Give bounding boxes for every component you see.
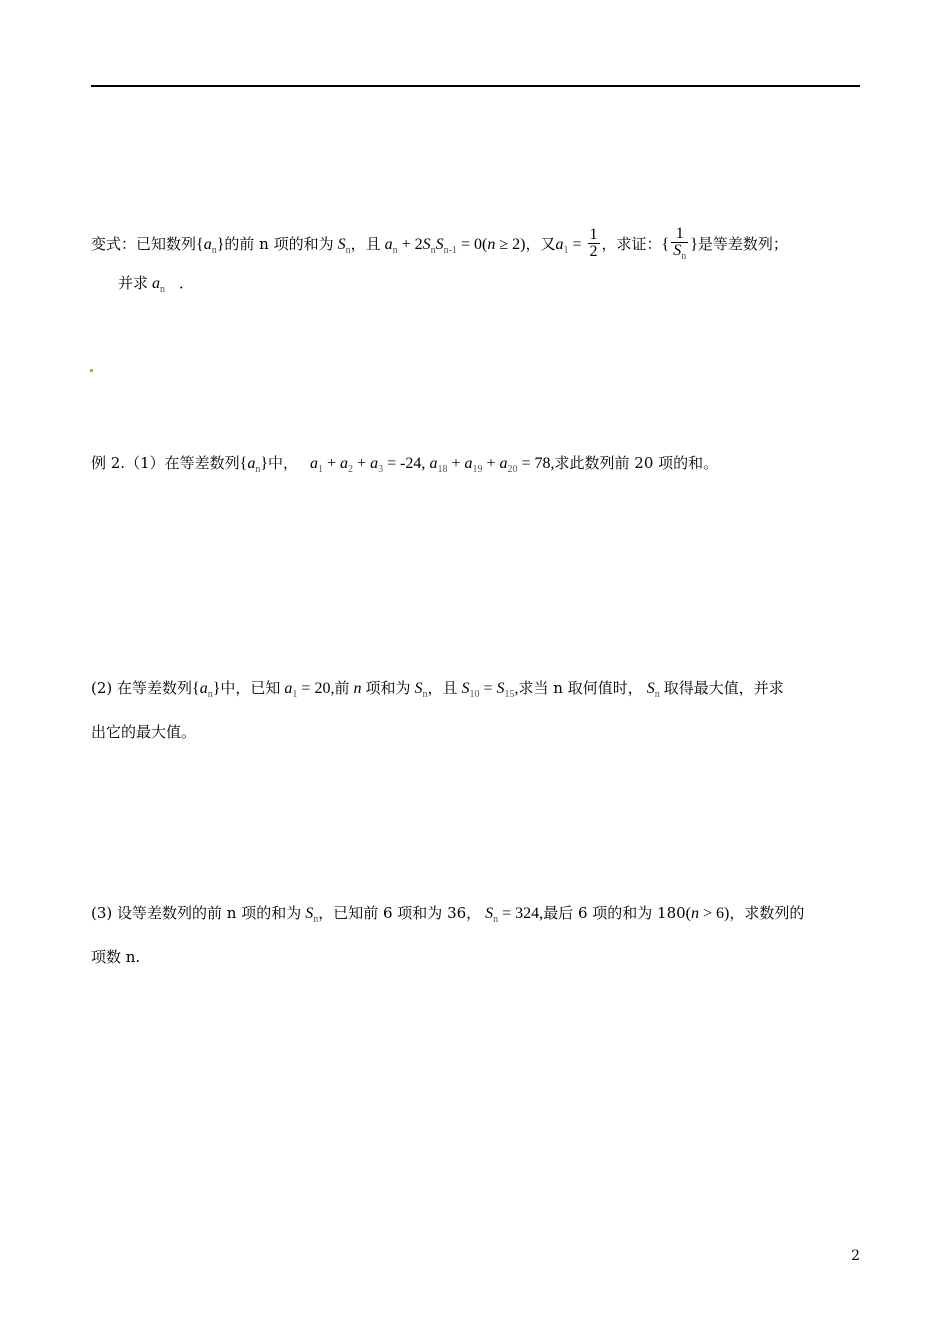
math-a1-20: $a_1 = 20$, bbox=[284, 680, 335, 700]
variant-label: 变式：已知数列 bbox=[91, 235, 197, 254]
ex2-part1-line: 例 2.（1）在等差数列$\{a_n\}$中， $a_1 + a_2 + a_3 = -24$, $a_{18} + a_{19} + a_{20} = 78$,求此数列前 20 项的和。 bbox=[91, 454, 719, 475]
variant-line-2: 并求 $a_n$ ． bbox=[118, 274, 195, 295]
ex2-part2-line-2: 出它的最大值。 bbox=[91, 723, 197, 741]
math-Sn-324: $S_n = 324$, bbox=[485, 905, 544, 925]
ex2-part2-line-1: (2) 在等差数列$\{a_n\}$中，已知 $a_1 = 20$,前 n 项和为 $S_n$，且 $S_{10} = S_{15}$,求当 n 取何值时， $S_n$ 取得最大值，并求 bbox=[91, 679, 784, 700]
math-set-an: $\{a_n\}$ bbox=[192, 680, 221, 700]
math-recurrence: $a_n + 2S_nS_{n-1} = 0(n \ge 2)$ bbox=[384, 236, 526, 257]
math-set-1-over-Sn: { $\frac{1}{S_n}$ } bbox=[661, 225, 698, 262]
math-set-an: $\{a_n\}$ bbox=[196, 236, 225, 257]
math-Sn: $S_n$ bbox=[305, 905, 319, 925]
page-number: 2 bbox=[851, 1248, 860, 1264]
variant-line-1: 变式：已知数列$\{a_n\}$的前 n 项的和为 $S_n$，且 $a_n + 2S_nS_{n-1} = 0(n \ge 2)$，又$a_1$ = $\frac{1}{2}$ ，求证：{ $\frac{1}{S_n}$ }是等差数列； bbox=[91, 225, 788, 262]
stray-mark bbox=[90, 369, 93, 372]
math-n-gt-6: (n > 6) bbox=[685, 905, 730, 922]
math-an: $a_n$ bbox=[152, 275, 166, 295]
math-a1-half: $a_1$ = $\frac{1}{2}$ bbox=[555, 226, 598, 260]
math-Sn: $S_n$ bbox=[337, 236, 351, 257]
math-set-an: $\{a_n\}$ bbox=[239, 455, 268, 475]
ex2-part3-line-2: 项数 n. bbox=[91, 948, 141, 966]
math-Sn: $S_n$ bbox=[646, 680, 660, 700]
math-S10-eq-S15: $S_{10} = S_{15}$, bbox=[461, 680, 519, 700]
math-n: n bbox=[349, 680, 366, 697]
math-Sn: $S_n$ bbox=[414, 680, 428, 700]
header-rule bbox=[91, 85, 860, 87]
ex2-part3-line-1: (3) 设等差数列的前 n 项的和为 $S_n$，已知前 6 项和为 36， $S_n = 324$,最后 6 项的和为 180(n > 6)，求数列的 bbox=[91, 904, 805, 925]
math-ex2-conditions: $a_1 + a_2 + a_3 = -24$, $a_{18} + a_{19} + a_{20} = 78$, bbox=[310, 455, 555, 475]
